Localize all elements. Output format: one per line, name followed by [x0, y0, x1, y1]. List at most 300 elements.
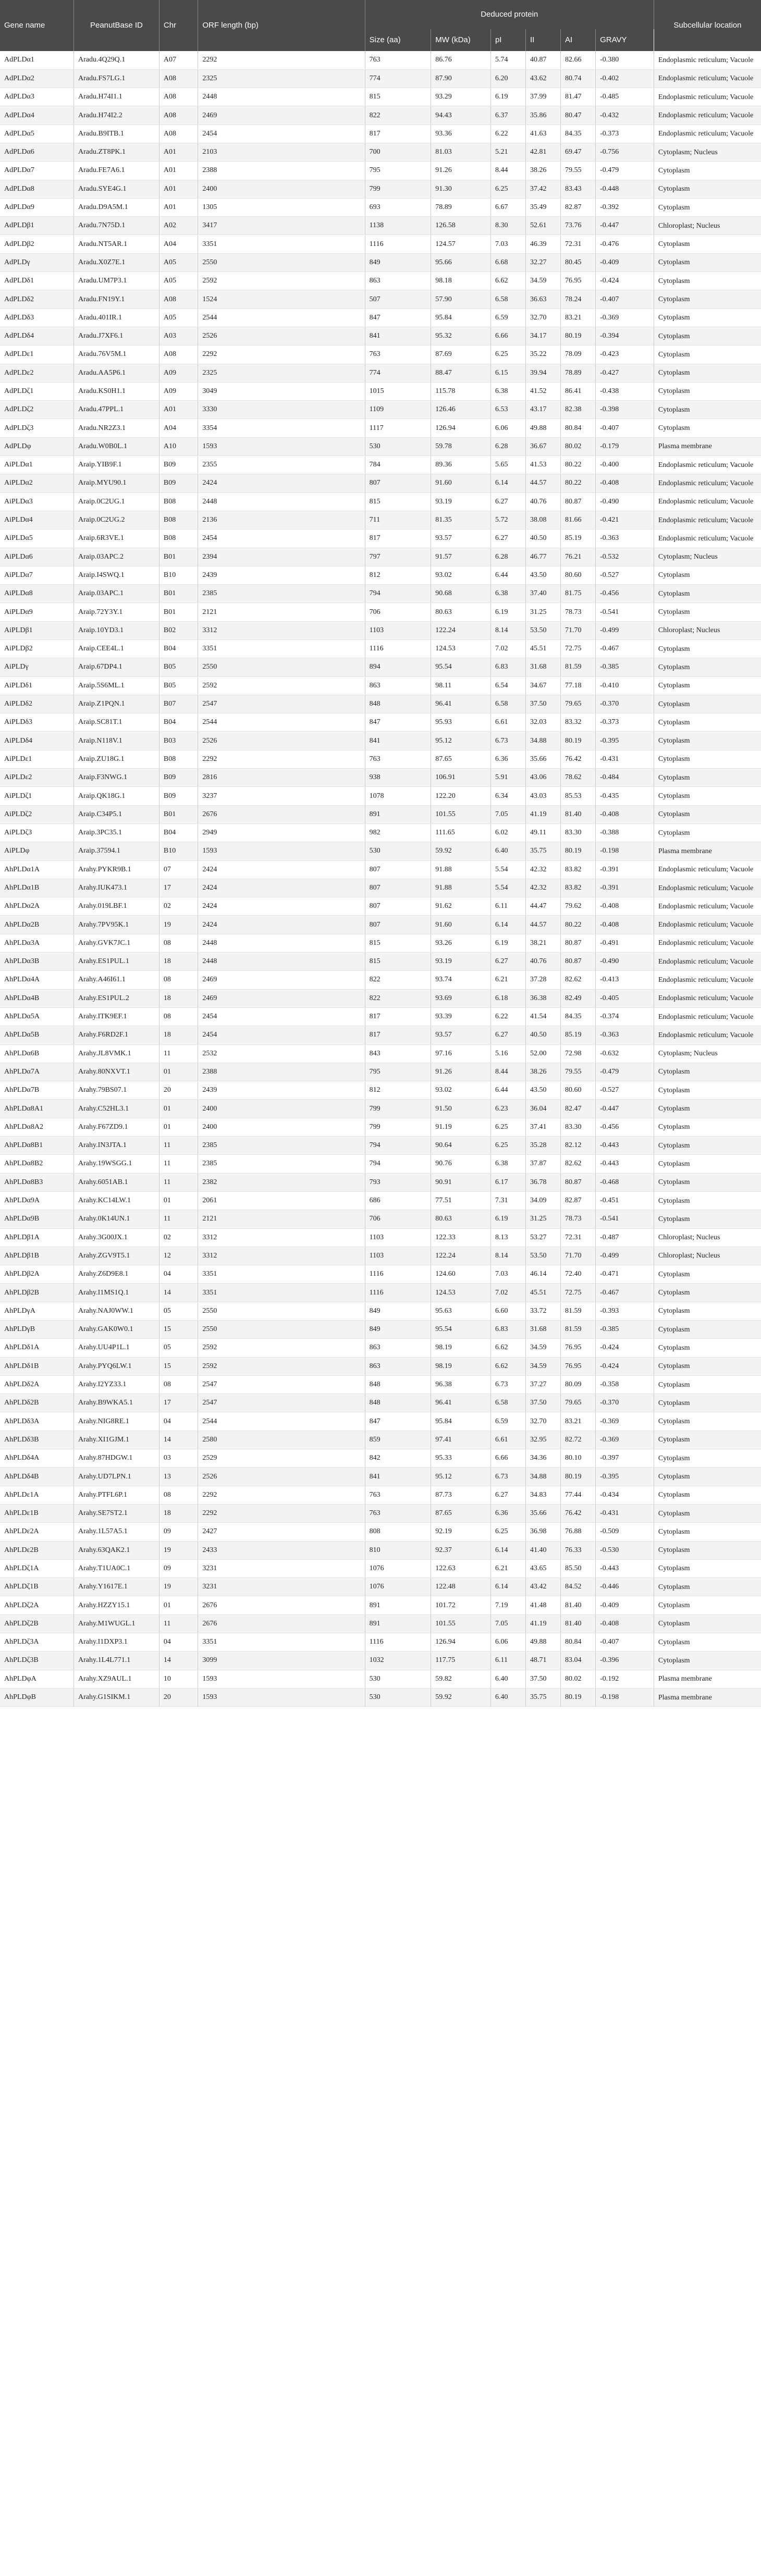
subcellular-location-cell: Cytoplasm: [654, 180, 761, 198]
ai-cell: 80.87: [561, 492, 596, 511]
chr-cell: A01: [159, 162, 198, 180]
size-cell: 1116: [365, 1284, 431, 1302]
gravy-cell: -0.527: [596, 1081, 654, 1100]
ai-cell: 78.89: [561, 364, 596, 382]
header-gravy: GRAVY: [596, 29, 654, 51]
pi-cell: 6.68: [490, 253, 525, 272]
size-cell: 817: [365, 125, 431, 143]
ai-cell: 80.74: [561, 69, 596, 88]
ii-cell: 34.88: [526, 1468, 561, 1486]
pi-cell: 8.44: [490, 162, 525, 180]
ai-cell: 80.60: [561, 1081, 596, 1100]
gene-name-cell: AdPLDβ1: [0, 217, 74, 235]
gravy-cell: -0.373: [596, 713, 654, 732]
ai-cell: 83.04: [561, 1651, 596, 1670]
peanutbase-id-cell: Arahy.3G00JX.1: [74, 1228, 159, 1247]
subcellular-location-cell: Cytoplasm: [654, 272, 761, 290]
ai-cell: 78.24: [561, 290, 596, 309]
table-row: [0, 1504, 761, 1522]
orf-length-cell: 2454: [198, 1026, 365, 1044]
gravy-cell: -0.409: [596, 1596, 654, 1614]
table-row: [0, 88, 761, 106]
subcellular-location-cell: Endoplasmic reticulum; Vacuole: [654, 492, 761, 511]
peanutbase-id-cell: Arahy.Y1617E.1: [74, 1578, 159, 1596]
chr-cell: B07: [159, 695, 198, 713]
mw-cell: 93.29: [431, 88, 491, 106]
peanutbase-id-cell: Araip.03APC.1: [74, 585, 159, 603]
orf-length-cell: 2424: [198, 860, 365, 879]
gravy-cell: -0.391: [596, 860, 654, 879]
table-row: [0, 51, 761, 69]
ii-cell: 43.62: [526, 69, 561, 88]
chr-cell: B05: [159, 676, 198, 695]
gravy-cell: -0.448: [596, 180, 654, 198]
gene-name-cell: AhPLDδ1A: [0, 1339, 74, 1357]
gene-name-cell: AiPLDα2: [0, 474, 74, 492]
mw-cell: 92.19: [431, 1523, 491, 1541]
subcellular-location-cell: Cytoplasm: [654, 1651, 761, 1670]
ii-cell: 36.78: [526, 1173, 561, 1191]
chr-cell: B10: [159, 566, 198, 584]
mw-cell: 95.33: [431, 1449, 491, 1468]
chr-cell: 05: [159, 1302, 198, 1320]
subcellular-location-cell: Cytoplasm: [654, 1559, 761, 1577]
gene-name-cell: AdPLDα1: [0, 51, 74, 69]
gene-name-cell: AhPLDα8A2: [0, 1118, 74, 1136]
gene-name-cell: AdPLDα2: [0, 69, 74, 88]
chr-cell: B08: [159, 492, 198, 511]
gravy-cell: -0.421: [596, 511, 654, 529]
subcellular-location-cell: Cytoplasm: [654, 253, 761, 272]
table-row: [0, 419, 761, 437]
subcellular-location-cell: Cytoplasm: [654, 1210, 761, 1228]
orf-length-cell: 2427: [198, 1523, 365, 1541]
orf-length-cell: 2580: [198, 1431, 365, 1449]
peanutbase-id-cell: Arahy.1L57A5.1: [74, 1523, 159, 1541]
ai-cell: 80.22: [561, 916, 596, 934]
table-row: [0, 1284, 761, 1302]
table-row: [0, 1633, 761, 1651]
size-cell: 763: [365, 1504, 431, 1522]
pi-cell: 5.16: [490, 1044, 525, 1063]
peanutbase-id-cell: Arahy.JL8VMK.1: [74, 1044, 159, 1063]
orf-length-cell: 2424: [198, 897, 365, 916]
mw-cell: 98.19: [431, 1357, 491, 1375]
mw-cell: 91.57: [431, 548, 491, 566]
ai-cell: 71.70: [561, 621, 596, 639]
peanutbase-id-cell: Arahy.IN3JTA.1: [74, 1137, 159, 1155]
orf-length-cell: 3099: [198, 1651, 365, 1670]
ii-cell: 37.42: [526, 180, 561, 198]
table-row: [0, 1026, 761, 1044]
gravy-cell: -0.756: [596, 143, 654, 161]
pi-cell: 6.44: [490, 1081, 525, 1100]
gene-name-cell: AiPLDα7: [0, 566, 74, 584]
ii-cell: 52.61: [526, 217, 561, 235]
peanutbase-id-cell: Araip.YIB9F.1: [74, 456, 159, 474]
size-cell: 847: [365, 1412, 431, 1431]
table-row: [0, 198, 761, 216]
subcellular-location-cell: Cytoplasm: [654, 1265, 761, 1284]
gene-name-cell: AhPLDα9B: [0, 1210, 74, 1228]
chr-cell: 11: [159, 1137, 198, 1155]
table-row: [0, 989, 761, 1007]
mw-cell: 81.03: [431, 143, 491, 161]
gravy-cell: -0.374: [596, 1007, 654, 1026]
peanutbase-id-cell: Arahy.63QAK2.1: [74, 1541, 159, 1559]
pi-cell: 5.21: [490, 143, 525, 161]
mw-cell: 95.54: [431, 1320, 491, 1338]
ii-cell: 46.39: [526, 235, 561, 253]
ii-cell: 43.50: [526, 566, 561, 584]
subcellular-location-cell: Endoplasmic reticulum; Vacuole: [654, 1026, 761, 1044]
ai-cell: 76.42: [561, 1504, 596, 1522]
subcellular-location-cell: Cytoplasm: [654, 805, 761, 823]
subcellular-location-cell: Endoplasmic reticulum; Vacuole: [654, 879, 761, 897]
peanutbase-id-cell: Arahy.87HDGW.1: [74, 1449, 159, 1468]
header-size: Size (aa): [365, 29, 431, 51]
mw-cell: 97.16: [431, 1044, 491, 1063]
subcellular-location-cell: Cytoplasm: [654, 1081, 761, 1100]
orf-length-cell: 2439: [198, 1081, 365, 1100]
table-row: [0, 437, 761, 455]
gene-name-cell: AdPLDδ2: [0, 290, 74, 309]
mw-cell: 93.69: [431, 989, 491, 1007]
pi-cell: 6.27: [490, 1026, 525, 1044]
pi-cell: 8.30: [490, 217, 525, 235]
mw-cell: 80.63: [431, 603, 491, 621]
chr-cell: B02: [159, 621, 198, 639]
orf-length-cell: 2547: [198, 1375, 365, 1394]
ai-cell: 82.66: [561, 51, 596, 69]
peanutbase-id-cell: Aradu.FE7A6.1: [74, 162, 159, 180]
peanutbase-id-cell: Araip.0C2UG.1: [74, 492, 159, 511]
mw-cell: 93.57: [431, 529, 491, 548]
mw-cell: 101.55: [431, 1614, 491, 1633]
gene-name-cell: AdPLDφ: [0, 437, 74, 455]
ii-cell: 41.40: [526, 1541, 561, 1559]
pi-cell: 6.40: [490, 1688, 525, 1706]
chr-cell: A05: [159, 309, 198, 327]
mw-cell: 91.88: [431, 860, 491, 879]
table-body: [0, 51, 761, 1707]
ii-cell: 45.51: [526, 1284, 561, 1302]
table-row: [0, 456, 761, 474]
orf-length-cell: 2532: [198, 1044, 365, 1063]
pi-cell: 7.02: [490, 640, 525, 658]
gravy-cell: -0.424: [596, 272, 654, 290]
gene-name-cell: AdPLDγ: [0, 253, 74, 272]
size-cell: 841: [365, 1468, 431, 1486]
orf-length-cell: 2547: [198, 1394, 365, 1412]
pi-cell: 6.14: [490, 474, 525, 492]
ii-cell: 31.68: [526, 658, 561, 676]
subcellular-location-cell: Endoplasmic reticulum; Vacuole: [654, 971, 761, 989]
chr-cell: B08: [159, 511, 198, 529]
chr-cell: A05: [159, 253, 198, 272]
ai-cell: 80.87: [561, 953, 596, 971]
ai-cell: 82.72: [561, 1431, 596, 1449]
ii-cell: 41.19: [526, 1614, 561, 1633]
subcellular-location-cell: Cytoplasm: [654, 1118, 761, 1136]
peanutbase-id-cell: Arahy.SE7ST2.1: [74, 1504, 159, 1522]
gene-name-cell: AhPLDα2B: [0, 916, 74, 934]
peanutbase-id-cell: Aradu.76V5M.1: [74, 346, 159, 364]
ii-cell: 52.00: [526, 1044, 561, 1063]
header-peanutbase-id: PeanutBase ID: [74, 0, 159, 51]
mw-cell: 91.19: [431, 1118, 491, 1136]
subcellular-location-cell: Cytoplasm: [654, 1063, 761, 1081]
pi-cell: 6.23: [490, 1100, 525, 1118]
chr-cell: 04: [159, 1265, 198, 1284]
peanutbase-id-cell: Arahy.I1DXP3.1: [74, 1633, 159, 1651]
table-row: [0, 585, 761, 603]
size-cell: 891: [365, 1596, 431, 1614]
table-row: [0, 897, 761, 916]
pi-cell: 6.27: [490, 529, 525, 548]
ai-cell: 80.19: [561, 1688, 596, 1706]
gene-name-cell: AhPLDδ2B: [0, 1394, 74, 1412]
orf-length-cell: 2400: [198, 180, 365, 198]
ii-cell: 43.03: [526, 787, 561, 805]
table-row: [0, 1596, 761, 1614]
size-cell: 849: [365, 253, 431, 272]
subcellular-location-cell: Cytoplasm: [654, 713, 761, 732]
header-ii: II: [526, 29, 561, 51]
gravy-cell: -0.380: [596, 51, 654, 69]
peanutbase-id-cell: Arahy.ES1PUL.1: [74, 953, 159, 971]
chr-cell: A01: [159, 198, 198, 216]
subcellular-location-cell: Cytoplasm: [654, 676, 761, 695]
gene-name-cell: AiPLDφ: [0, 842, 74, 860]
table-row: [0, 1044, 761, 1063]
pi-cell: 5.72: [490, 511, 525, 529]
mw-cell: 87.69: [431, 346, 491, 364]
table-row: [0, 309, 761, 327]
table-row: [0, 1559, 761, 1577]
table-row: [0, 529, 761, 548]
pi-cell: 6.25: [490, 180, 525, 198]
table-row: [0, 842, 761, 860]
subcellular-location-cell: Endoplasmic reticulum; Vacuole: [654, 989, 761, 1007]
orf-length-cell: 3312: [198, 1247, 365, 1265]
gravy-cell: -0.527: [596, 566, 654, 584]
orf-length-cell: 3354: [198, 419, 365, 437]
gene-name-cell: AhPLDγB: [0, 1320, 74, 1338]
chr-cell: 04: [159, 1633, 198, 1651]
ai-cell: 76.33: [561, 1541, 596, 1559]
pi-cell: 6.61: [490, 1431, 525, 1449]
size-cell: 797: [365, 548, 431, 566]
pi-cell: 6.20: [490, 69, 525, 88]
pi-cell: 6.19: [490, 1210, 525, 1228]
table-row: [0, 1486, 761, 1504]
pi-cell: 8.13: [490, 1228, 525, 1247]
peanutbase-id-cell: Arahy.80NXVT.1: [74, 1063, 159, 1081]
gravy-cell: -0.499: [596, 621, 654, 639]
orf-length-cell: 2469: [198, 971, 365, 989]
mw-cell: 122.63: [431, 1559, 491, 1577]
table-row: [0, 953, 761, 971]
pi-cell: 6.28: [490, 548, 525, 566]
table-row: [0, 492, 761, 511]
size-cell: 763: [365, 1486, 431, 1504]
pi-cell: 6.14: [490, 1541, 525, 1559]
gene-name-cell: AhPLDδ2A: [0, 1375, 74, 1394]
mw-cell: 87.73: [431, 1486, 491, 1504]
subcellular-location-cell: Plasma membrane: [654, 1688, 761, 1706]
size-cell: 763: [365, 51, 431, 69]
gene-name-cell: AdPLDα5: [0, 125, 74, 143]
gravy-cell: -0.358: [596, 1375, 654, 1394]
ii-cell: 41.54: [526, 1007, 561, 1026]
gene-name-cell: AhPLDφA: [0, 1670, 74, 1688]
table-row: [0, 1137, 761, 1155]
ai-cell: 79.65: [561, 1394, 596, 1412]
chr-cell: 11: [159, 1210, 198, 1228]
ii-cell: 32.03: [526, 713, 561, 732]
size-cell: 812: [365, 1081, 431, 1100]
gene-name-cell: AhPLDα8B1: [0, 1137, 74, 1155]
gene-name-cell: AhPLDδ4A: [0, 1449, 74, 1468]
gravy-cell: -0.443: [596, 1559, 654, 1577]
table-row: [0, 1228, 761, 1247]
orf-length-cell: 2400: [198, 1100, 365, 1118]
table-row: [0, 1541, 761, 1559]
pi-cell: 6.40: [490, 1670, 525, 1688]
chr-cell: 19: [159, 916, 198, 934]
peanutbase-id-cell: Arahy.A46I61.1: [74, 971, 159, 989]
peanutbase-id-cell: Arahy.19WSGG.1: [74, 1155, 159, 1173]
subcellular-location-cell: Endoplasmic reticulum; Vacuole: [654, 1007, 761, 1026]
orf-length-cell: 2526: [198, 732, 365, 750]
mw-cell: 59.78: [431, 437, 491, 455]
mw-cell: 122.24: [431, 1247, 491, 1265]
size-cell: 1109: [365, 401, 431, 419]
ai-cell: 85.19: [561, 529, 596, 548]
subcellular-location-cell: Cytoplasm: [654, 1339, 761, 1357]
ai-cell: 80.45: [561, 253, 596, 272]
ai-cell: 80.22: [561, 474, 596, 492]
subcellular-location-cell: Cytoplasm: [654, 1468, 761, 1486]
table-row: [0, 69, 761, 88]
peanutbase-id-cell: Arahy.B9WKA5.1: [74, 1394, 159, 1412]
ai-cell: 73.76: [561, 217, 596, 235]
orf-length-cell: 2061: [198, 1191, 365, 1210]
gravy-cell: -0.369: [596, 309, 654, 327]
gene-name-cell: AhPLDδ3A: [0, 1412, 74, 1431]
table-row: [0, 272, 761, 290]
chr-cell: 08: [159, 1007, 198, 1026]
table-row: [0, 1357, 761, 1375]
mw-cell: 97.41: [431, 1431, 491, 1449]
table-row: [0, 217, 761, 235]
subcellular-location-cell: Endoplasmic reticulum; Vacuole: [654, 456, 761, 474]
pi-cell: 6.27: [490, 1486, 525, 1504]
ii-cell: 40.50: [526, 529, 561, 548]
gravy-cell: -0.408: [596, 897, 654, 916]
subcellular-location-cell: Cytoplasm: [654, 1633, 761, 1651]
orf-length-cell: 3351: [198, 1284, 365, 1302]
table-row: [0, 603, 761, 621]
ii-cell: 34.59: [526, 1339, 561, 1357]
ai-cell: 82.87: [561, 198, 596, 216]
table-row: [0, 971, 761, 989]
mw-cell: 122.33: [431, 1228, 491, 1247]
orf-length-cell: 3351: [198, 640, 365, 658]
mw-cell: 115.78: [431, 382, 491, 400]
gene-name-cell: AhPLDα8B3: [0, 1173, 74, 1191]
subcellular-location-cell: Cytoplasm: [654, 1504, 761, 1522]
chr-cell: 18: [159, 1026, 198, 1044]
chr-cell: A02: [159, 217, 198, 235]
ii-cell: 49.88: [526, 419, 561, 437]
gene-name-cell: AhPLDε1B: [0, 1504, 74, 1522]
gene-name-cell: AdPLDα3: [0, 88, 74, 106]
pi-cell: 7.03: [490, 1265, 525, 1284]
peanutbase-id-cell: Arahy.NAJ0WW.1: [74, 1302, 159, 1320]
peanutbase-id-cell: Aradu.401IR.1: [74, 309, 159, 327]
chr-cell: 11: [159, 1155, 198, 1173]
ii-cell: 40.76: [526, 953, 561, 971]
mw-cell: 90.76: [431, 1155, 491, 1173]
gene-name-cell: AhPLDα8B2: [0, 1155, 74, 1173]
pi-cell: 6.19: [490, 88, 525, 106]
mw-cell: 95.66: [431, 253, 491, 272]
pi-cell: 6.58: [490, 1394, 525, 1412]
table-row: [0, 1063, 761, 1081]
mw-cell: 59.82: [431, 1670, 491, 1688]
subcellular-location-cell: Cytoplasm; Nucleus: [654, 548, 761, 566]
mw-cell: 95.63: [431, 1302, 491, 1320]
size-cell: 1078: [365, 787, 431, 805]
pi-cell: 6.60: [490, 1302, 525, 1320]
subcellular-location-cell: Cytoplasm: [654, 1541, 761, 1559]
ii-cell: 36.63: [526, 290, 561, 309]
gravy-cell: -0.431: [596, 750, 654, 768]
table-row: [0, 511, 761, 529]
ai-cell: 77.18: [561, 676, 596, 695]
ii-cell: 38.08: [526, 511, 561, 529]
size-cell: 1076: [365, 1559, 431, 1577]
subcellular-location-cell: Cytoplasm: [654, 1375, 761, 1394]
mw-cell: 80.63: [431, 1210, 491, 1228]
ii-cell: 36.38: [526, 989, 561, 1007]
size-cell: 822: [365, 971, 431, 989]
ai-cell: 71.70: [561, 1247, 596, 1265]
subcellular-location-cell: Cytoplasm: [654, 1173, 761, 1191]
peanutbase-id-cell: Arahy.M1WUGL.1: [74, 1614, 159, 1633]
peanutbase-id-cell: Aradu.W0B0L.1: [74, 437, 159, 455]
table-row: [0, 125, 761, 143]
chr-cell: 17: [159, 879, 198, 897]
chr-cell: 11: [159, 1614, 198, 1633]
ii-cell: 37.40: [526, 585, 561, 603]
ii-cell: 34.17: [526, 327, 561, 345]
mw-cell: 95.84: [431, 1412, 491, 1431]
size-cell: 774: [365, 364, 431, 382]
gravy-cell: -0.407: [596, 1633, 654, 1651]
gravy-cell: -0.392: [596, 198, 654, 216]
pi-cell: 7.03: [490, 235, 525, 253]
chr-cell: B09: [159, 787, 198, 805]
ii-cell: 37.50: [526, 695, 561, 713]
ii-cell: 38.26: [526, 1063, 561, 1081]
gravy-cell: -0.432: [596, 106, 654, 125]
pi-cell: 6.73: [490, 1468, 525, 1486]
orf-length-cell: 1593: [198, 842, 365, 860]
table-row: [0, 143, 761, 161]
